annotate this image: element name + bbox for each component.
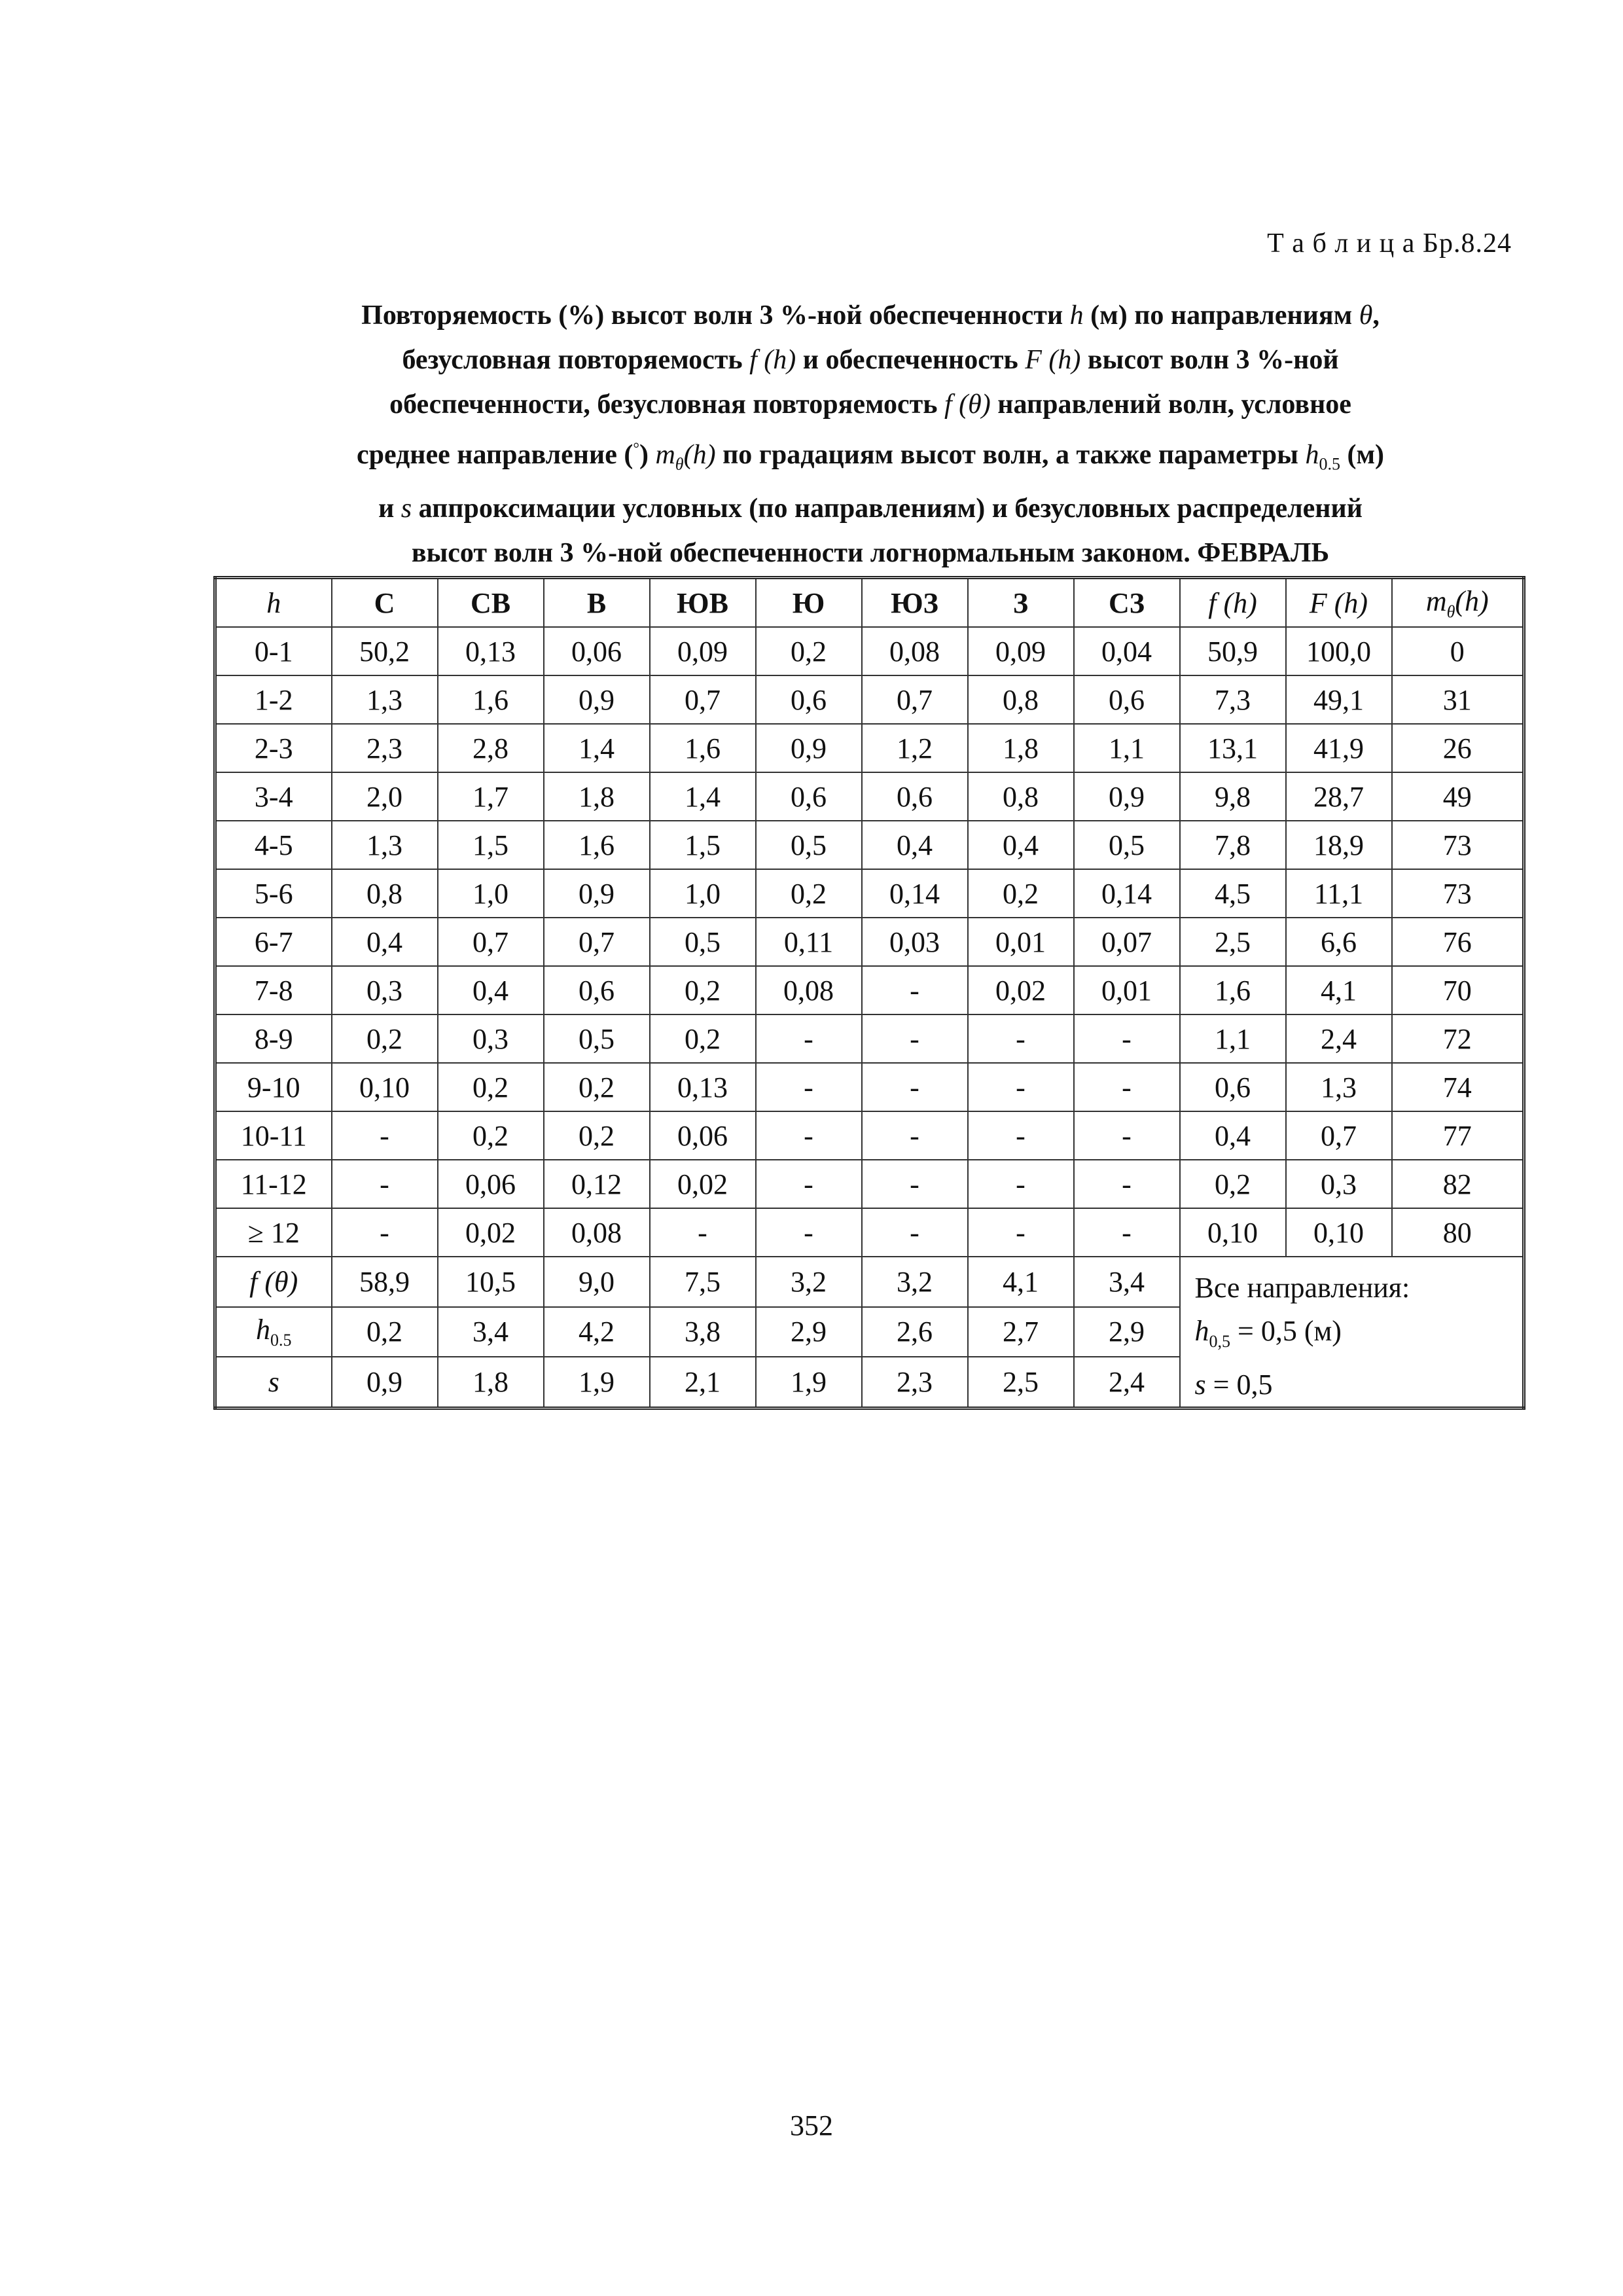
summary-h05: $h_{0,5} = 0,5$ (м) [1194,1315,1342,1351]
table-cell: 0,06 [438,1160,544,1208]
table-cell: 1,4 [650,772,756,821]
table-cell: 0,9 [544,869,650,918]
table-cell: - [1074,1063,1180,1111]
table-row [215,675,1524,724]
table-cell: 0,4 [968,821,1074,869]
table-cell: 0,4 [332,918,438,966]
table-cell: 0,6 [756,675,862,724]
table-cell: 49,1 [1286,675,1392,724]
table-cell: 1,7 [438,772,544,821]
s-label: s [215,1357,332,1408]
header-m-theta: $m_\theta(h)$ [1392,578,1524,628]
table-cell: 0,2 [650,1014,756,1063]
table-row [215,627,1524,675]
table-cell: 7,8 [1180,821,1286,869]
height-range-cell: 11-12 [215,1160,332,1208]
header-dir-ne: СВ [438,578,544,628]
table-cell: 2,4 [1074,1357,1180,1408]
table-cell: - [862,1160,968,1208]
table-cell: 0,07 [1074,918,1180,966]
table-cell: 0,2 [1180,1160,1286,1208]
table-cell: 0,2 [544,1111,650,1160]
table-cell: 0,08 [862,627,968,675]
header-f-h: f (h) [1180,578,1286,628]
table-cell: 11,1 [1286,869,1392,918]
table-cell: 1,3 [332,675,438,724]
table-cell: 73 [1392,869,1524,918]
table-cell: 0,2 [968,869,1074,918]
table-cell: 13,1 [1180,724,1286,772]
header-dir-e: В [544,578,650,628]
table-cell: 1,3 [332,821,438,869]
table-cell: 0,8 [968,772,1074,821]
table-label: Т а б л и ц а Бр.8.24 [1267,228,1512,259]
table-cell: 3,4 [438,1307,544,1357]
table-cell: 70 [1392,966,1524,1014]
table-cell: 4,1 [1286,966,1392,1014]
table-cell: 0,8 [968,675,1074,724]
table-row [215,1208,1524,1257]
table-cell: 28,7 [1286,772,1392,821]
header-dir-n: С [332,578,438,628]
height-range-cell: 5-6 [215,869,332,918]
table-cell: 50,9 [1180,627,1286,675]
table-cell: 0,7 [650,675,756,724]
table-cell: 82 [1392,1160,1524,1208]
table-cell: 2,4 [1286,1014,1392,1063]
table-cell: 50,2 [332,627,438,675]
table-cell: - [968,1160,1074,1208]
table-cell: 1,2 [862,724,968,772]
table-cell: 0,5 [544,1014,650,1063]
table-cell: 0,3 [438,1014,544,1063]
table-cell: 0,10 [1286,1208,1392,1257]
table-row [215,918,1524,966]
table-row [215,869,1524,918]
table-cell: 2,0 [332,772,438,821]
height-range-cell: 0-1 [215,627,332,675]
table-cell: 1,1 [1074,724,1180,772]
table-cell: 1,0 [438,869,544,918]
table-cell: 2,3 [332,724,438,772]
table-cell: 10,5 [438,1257,544,1307]
table-cell: 31 [1392,675,1524,724]
table-cell: 0,02 [968,966,1074,1014]
table-cell: - [862,1111,968,1160]
table-cell: 0,11 [756,918,862,966]
table-cell: 0,2 [756,627,862,675]
table-cell: 2,9 [1074,1307,1180,1357]
page-number: 352 [790,2109,833,2142]
caption-line-1: Повторяемость (%) высот волн 3 %-ной обеспеченности h (м) по направлениям θ, [361,300,1380,331]
table-cell: 1,6 [1180,966,1286,1014]
table-row [215,772,1524,821]
table-cell: 0,4 [1180,1111,1286,1160]
header-dir-w: З [968,578,1074,628]
table-cell: - [332,1111,438,1160]
table-cell: 0,02 [650,1160,756,1208]
table-cell: 0,8 [332,869,438,918]
table-cell: - [1074,1160,1180,1208]
f-theta-row [215,1257,1524,1307]
table-cell: 3,2 [756,1257,862,1307]
table-cell: 49 [1392,772,1524,821]
table-cell: 4,2 [544,1307,650,1357]
wave-height-table [213,576,1525,1410]
table-cell: 0,5 [1074,821,1180,869]
table-cell: 2,3 [862,1357,968,1408]
table-cell: 1,5 [438,821,544,869]
height-range-cell: 1-2 [215,675,332,724]
table-cell: 0,06 [544,627,650,675]
table-cell: 0,2 [756,869,862,918]
table-cell: 2,8 [438,724,544,772]
table-cell: 0,2 [438,1111,544,1160]
height-range-cell: 4-5 [215,821,332,869]
f-theta-label: f (θ) [215,1257,332,1307]
table-cell: 3,2 [862,1257,968,1307]
table-cell: 0,04 [1074,627,1180,675]
table-cell: - [968,1014,1074,1063]
table-cell: 0,10 [1180,1208,1286,1257]
table-row [215,724,1524,772]
table-cell: 1,9 [756,1357,862,1408]
table-cell: 4,5 [1180,869,1286,918]
table-cell: 76 [1392,918,1524,966]
table-cell: 26 [1392,724,1524,772]
table-cell: - [756,1208,862,1257]
table-cell: 0,02 [438,1208,544,1257]
table-cell: - [756,1111,862,1160]
table-cell: 2,1 [650,1357,756,1408]
table-cell: 72 [1392,1014,1524,1063]
table-cell: 3,8 [650,1307,756,1357]
table-cell: 1,3 [1286,1063,1392,1111]
table-cell: 80 [1392,1208,1524,1257]
table-cell: 0,4 [438,966,544,1014]
table-cell: 0,01 [1074,966,1180,1014]
header-dir-s: Ю [756,578,862,628]
table-cell: 1,8 [438,1357,544,1408]
caption-line-3: обеспеченности, безусловная повторяемость f (θ) направлений волн, условное [389,389,1351,420]
table-cell: 41,9 [1286,724,1392,772]
table-footer [215,1257,1524,1408]
table-cell: 9,0 [544,1257,650,1307]
header-dir-sw: ЮЗ [862,578,968,628]
table-cell: 77 [1392,1111,1524,1160]
table-cell: 0,2 [650,966,756,1014]
table-cell: 0,08 [544,1208,650,1257]
table-cell: 0,2 [438,1063,544,1111]
table-cell: 0,6 [862,772,968,821]
table-cell: 1,8 [544,772,650,821]
table-cell: - [968,1111,1074,1160]
header-row [215,578,1524,628]
table-cell: 0,08 [756,966,862,1014]
table-cell: 9,8 [1180,772,1286,821]
height-range-cell: 2-3 [215,724,332,772]
table-cell: - [332,1208,438,1257]
table-row [215,966,1524,1014]
table-cell: - [862,1014,968,1063]
summary-s: s = 0,5 [1194,1368,1273,1401]
table-row [215,1111,1524,1160]
summary-title: Все направления: [1194,1272,1410,1304]
height-range-cell: 10-11 [215,1111,332,1160]
height-range-cell: 8-9 [215,1014,332,1063]
table-cell: - [756,1063,862,1111]
table-cell: 0,3 [332,966,438,1014]
caption-line-2: безусловная повторяемость f (h) и обеспеченность F (h) высот волн 3 %-ной [402,345,1339,375]
table-cell: 0,4 [862,821,968,869]
table-cell: - [862,1208,968,1257]
table-cell: 1,6 [650,724,756,772]
table-cell: 2,7 [968,1307,1074,1357]
table-cell: 2,6 [862,1307,968,1357]
table-cell: 0,9 [544,675,650,724]
height-range-cell: ≥ 12 [215,1208,332,1257]
table-cell: 1,4 [544,724,650,772]
table-cell: 3,4 [1074,1257,1180,1307]
table-cell: - [1074,1014,1180,1063]
table-cell: 2,9 [756,1307,862,1357]
table-cell: 0,6 [756,772,862,821]
table-cell: - [332,1160,438,1208]
table-cell: 0,13 [650,1063,756,1111]
all-directions-summary [1180,1257,1524,1408]
table-cell: 1,8 [968,724,1074,772]
table-cell: 0,2 [544,1063,650,1111]
table-cell: 0,9 [332,1357,438,1408]
table-cell: 0,5 [756,821,862,869]
table-cell: - [968,1208,1074,1257]
table-cell: - [756,1014,862,1063]
table-cell: 1,6 [438,675,544,724]
table-cell: 0,03 [862,918,968,966]
table-row [215,1063,1524,1111]
table-cell: 7,3 [1180,675,1286,724]
table-cell: 0,14 [1074,869,1180,918]
table-cell: 100,0 [1286,627,1392,675]
table-cell: 0,5 [650,918,756,966]
table-cell: - [862,1063,968,1111]
caption-line-4: среднее направление (°) $m_\theta(h)$ по градациям высот волн, а также параметры $h_{0.5}$ (м) [356,440,1385,474]
table-cell: 1,9 [544,1357,650,1408]
table-cell: 0,7 [862,675,968,724]
table-cell: 0,01 [968,918,1074,966]
table-cell: 0,14 [862,869,968,918]
table-cell: 0,9 [756,724,862,772]
table-cell: 0,06 [650,1111,756,1160]
caption-line-6: высот волн 3 %-ной обеспеченности логнормальным законом. ФЕВРАЛЬ [411,538,1330,569]
table-cell: 0,10 [332,1063,438,1111]
table-cell: 0 [1392,627,1524,675]
table-cell: 2,5 [968,1357,1074,1408]
height-range-cell: 6-7 [215,918,332,966]
table-cell: 73 [1392,821,1524,869]
table-caption [223,293,1518,575]
height-range-cell: 7-8 [215,966,332,1014]
table-cell: 0,09 [968,627,1074,675]
table-cell: 7,5 [650,1257,756,1307]
table-cell: 0,13 [438,627,544,675]
table-cell: 0,2 [332,1307,438,1357]
table-cell: 0,9 [1074,772,1180,821]
table-cell: 18,9 [1286,821,1392,869]
table-row [215,1014,1524,1063]
table-row [215,821,1524,869]
table-cell: 74 [1392,1063,1524,1111]
header-dir-nw: СЗ [1074,578,1180,628]
table-cell: 0,6 [1074,675,1180,724]
table-cell: - [1074,1208,1180,1257]
table-cell: 1,5 [650,821,756,869]
table-cell: 0,3 [1286,1160,1392,1208]
table-cell: - [650,1208,756,1257]
header-F-h: F (h) [1286,578,1392,628]
table-cell: 0,2 [332,1014,438,1063]
table-cell: 1,6 [544,821,650,869]
table-cell: 1,0 [650,869,756,918]
table-cell: 4,1 [968,1257,1074,1307]
table-cell: 0,7 [544,918,650,966]
table-cell: 6,6 [1286,918,1392,966]
table-body [215,627,1524,1257]
table-cell: 0,6 [1180,1063,1286,1111]
table-cell: - [756,1160,862,1208]
h05-label: $h_{0.5}$ [215,1307,332,1357]
height-range-cell: 3-4 [215,772,332,821]
table-cell: - [862,966,968,1014]
table-cell: 0,12 [544,1160,650,1208]
header-dir-se: ЮВ [650,578,756,628]
table-row [215,1160,1524,1208]
table-cell: - [1074,1111,1180,1160]
caption-line-5: и s аппроксимации условных (по направлениям) и безусловных распределений [378,493,1363,524]
table-cell: 0,09 [650,627,756,675]
table-cell: 0,6 [544,966,650,1014]
table-cell: 1,1 [1180,1014,1286,1063]
height-range-cell: 9-10 [215,1063,332,1111]
table-cell: 0,7 [1286,1111,1392,1160]
table-cell: 0,7 [438,918,544,966]
header-h: h [215,578,332,628]
table-cell: - [968,1063,1074,1111]
table-cell: 58,9 [332,1257,438,1307]
table-cell: 2,5 [1180,918,1286,966]
